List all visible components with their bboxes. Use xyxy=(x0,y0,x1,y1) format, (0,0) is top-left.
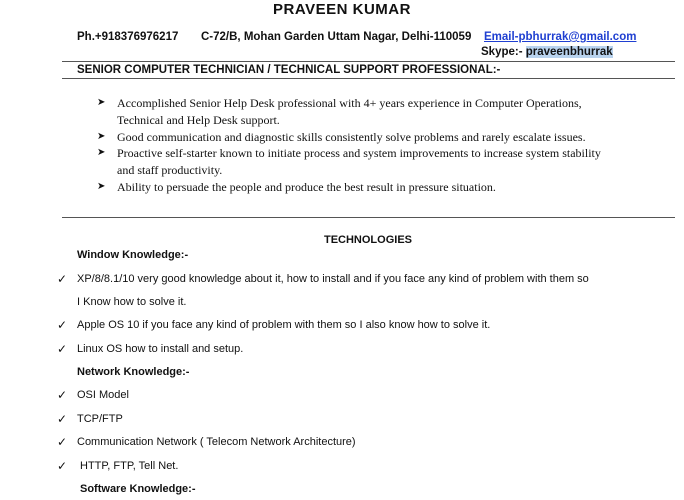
arrow-bullet-icon: ➤ xyxy=(97,147,106,159)
window-item: Apple OS 10 if you face any kind of problem with them so I also know how to solve it. xyxy=(77,319,491,331)
summary-text: Ability to persuade the people and produce the best result in pressure situation. xyxy=(117,179,496,194)
skype-contact xyxy=(481,46,613,58)
address: C-72/B, Mohan Garden Uttam Nagar, Delhi-110059 xyxy=(201,31,472,43)
list-item xyxy=(97,95,617,129)
summary-divider xyxy=(62,217,675,218)
arrow-bullet-icon: ➤ xyxy=(97,97,106,108)
network-item: OSI Model xyxy=(77,389,129,401)
window-knowledge-heading: Window Knowledge:- xyxy=(77,249,189,261)
network-item: Communication Network ( Telecom Network Architecture) xyxy=(77,436,356,448)
phone-number: Ph.+918376976217 xyxy=(77,31,179,43)
email-link[interactable]: Email-pbhurrak@gmail.com xyxy=(484,31,637,43)
summary-text: Proactive self-starter known to initiate process and system improvements to increase system stability and staff productivity. xyxy=(117,146,601,178)
arrow-bullet-icon: ➤ xyxy=(97,130,106,142)
header-divider xyxy=(62,61,675,62)
title-divider xyxy=(62,78,675,79)
list-item xyxy=(97,179,617,196)
list-item xyxy=(97,129,617,146)
window-item: Linux OS how to install and setup. xyxy=(77,343,244,355)
skype-username: praveenbhurrak xyxy=(525,46,613,58)
checkmark-icon: ✓ xyxy=(57,272,68,286)
skype-label: Skype:- xyxy=(481,46,523,58)
software-knowledge-heading: Software Knowledge:- xyxy=(80,483,196,495)
summary-text: Good communication and diagnostic skills consistently solve problems and rarely escalate issues. xyxy=(117,129,586,144)
technologies-heading: TECHNOLOGIES xyxy=(323,234,412,246)
summary-list xyxy=(97,95,617,196)
checkmark-icon: ✓ xyxy=(57,388,68,402)
network-knowledge-heading: Network Knowledge:- xyxy=(77,366,190,378)
arrow-bullet-icon: ➤ xyxy=(97,180,106,192)
checkmark-icon: ✓ xyxy=(57,459,68,473)
network-item: HTTP, FTP, Tell Net. xyxy=(80,460,179,472)
checkmark-icon: ✓ xyxy=(57,412,68,426)
window-item-continued: I Know how to solve it. xyxy=(77,296,187,308)
network-item: TCP/FTP xyxy=(77,413,123,425)
list-item xyxy=(97,145,617,179)
window-item: XP/8/8.1/10 very good knowledge about it, how to install and if you face any kind of problem with them so xyxy=(77,273,589,285)
checkmark-icon: ✓ xyxy=(57,318,68,332)
objective-title: SENIOR COMPUTER TECHNICIAN / TECHNICAL SUPPORT PROFESSIONAL:- xyxy=(77,64,501,76)
checkmark-icon: ✓ xyxy=(57,342,68,356)
candidate-name: PRAVEEN KUMAR xyxy=(273,1,411,18)
checkmark-icon: ✓ xyxy=(57,435,68,449)
summary-text: Accomplished Senior Help Desk professional with 4+ years experience in Computer Operations, Technical and Help Desk support. xyxy=(117,96,582,127)
